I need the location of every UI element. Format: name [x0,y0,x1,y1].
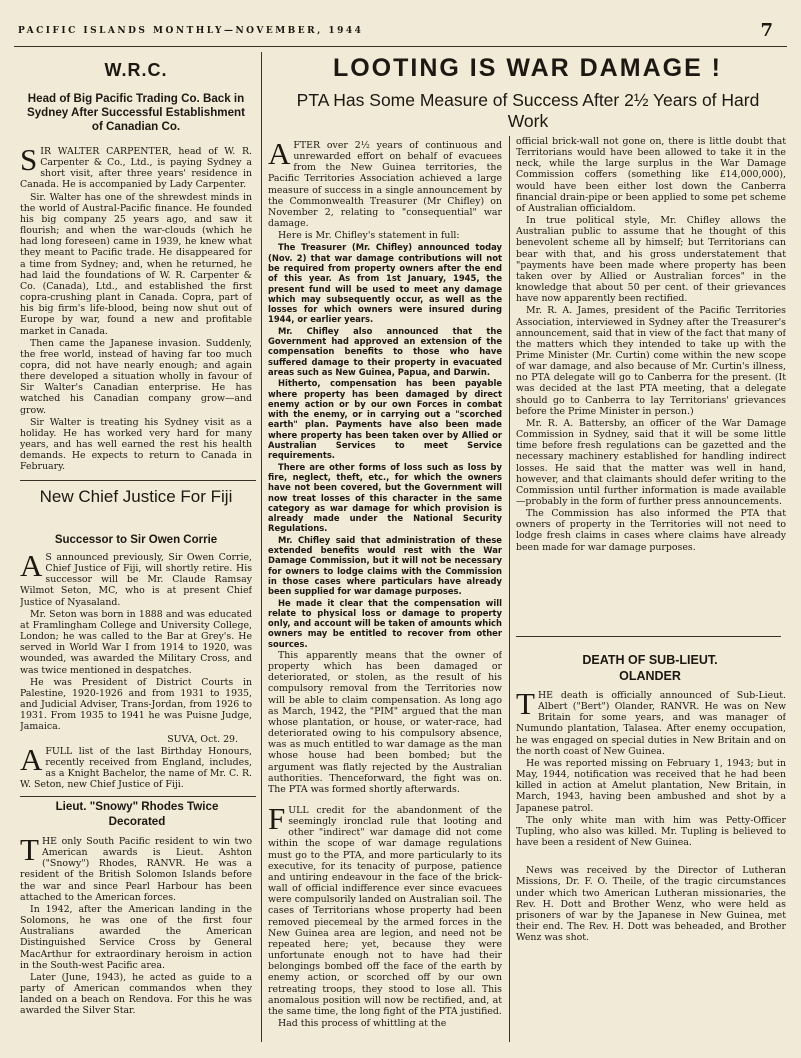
wrc-para-4: Sir Walter is treating his Sydney visit as a holiday. He has worked very hard for many years, and has well earned the rest his health demands. He expects to return to Canada in February. [20,416,252,472]
rhodes-para-1: HE only South Pacific resident to win two American awards is Lieut. Ashton ("Snowy") Rhodes, RANVR. He was a resident of the British Solomon Islands before the war and since Pearl Harbour has been attached to the American forces. [20,836,252,903]
rhodes-dropcap: T [20,836,39,867]
looting-col2-para-2: In true political style, Mr. Chifley allows the Australian public to assume that he thought of this benevolent scheme all by himself; but Territorians can bear with that, and his gross understatement that "payments have been made where property has been taken over by Allied or Australian forces" in the knowledge that about 50 per cent. of their grievances have now apparently been rectified. [516,215,786,305]
column-rule-right [509,136,510,1042]
fiji-dropcap-2: A [20,741,43,777]
fiji-headline: New Chief Justice For Fiji [39,487,233,506]
statement-para-1: The Treasurer (Mr. Chifley) announced today (Nov. 2) that war damage contributions will not be required from property owners after the end of this year. As from 1st January, 1945, the present fund will be used to meet any damage which may subsequently occur, as well as the losses for which owners were insured during 1944, or earlier years. [268,242,502,325]
wrc-para-2: Sir. Walter has one of the shrewdest minds in the world of Austral-Pacific finance. He founded his big company 25 years ago, and saw it flourish; and when the war-clouds (which he had long foreseen) came in 1939, he knew what they meant to Pacific trade. He disappeared for a time from Sydney; and, when he returned, he had laid the foundations of W. R. Carpenter & Co. (Canada), Ltd., and established the first copra-crushing plant in Canada. Copra, part of his big firm's life-blood, being now shut out of Europe by war, found a new and profitable market in Canada. [20,191,252,337]
statement-para-2: Mr. Chifley also announced that the Government had approved an extension of the compensation benefits to those who have suffered damage to their property in evacuated areas such as New Guinea, Papua, and Darwin. [268,325,502,377]
page-number: 7 [760,20,773,41]
olander-spacer [516,849,786,865]
rhodes-para-3: Later (June, 1943), he acted as guide to a party of American commandos when they landed on a beach on Rendova. For this he was awarded the Silver Star. [20,971,252,1017]
fiji-para-3: He was President of District Courts in Palestine, 1920-1926 and from 1931 to 1935, and Judicial Adviser, Trans-Jordan, from 1926 to 1931. From 1935 to 1941 he was Puisne Judge, Jamaica. [20,676,252,733]
wrc-end-rule [20,480,256,481]
looting-dropcap: A [268,140,291,171]
looting-end-rule [516,636,781,637]
statement-para-6: He made it clear that the compensation will relate to physical loss or damage to property only, and account will be taken of amounts which owners may be entitled to recover from other sources. [268,597,502,649]
olander-article [516,690,786,1042]
olander-para-2: He was reported missing on February 1, 1943; but in May, 1944, notification was received that he had been killed in action at Amelut plantation, New Britain, in March, 1943, having been ambushed and shot by a Japanese patrol. [516,757,786,814]
lutheran-item: News was received by the Director of Lutheran Missions, Dr. F. O. Theile, of the tragic circumstances under which two American Lutheran missionaries, the Rev. H. Dott and Brother Wenz, who were held as prisoners of war by the Japanese in New Guinea, met their end. The Rev. H. Dott was beheaded, and Brother Wenz was shot. [516,865,786,944]
looting-credit: ULL credit for the abandonment of the seemingly ironclad rule that looting and other "indirect" war damage did not come within the scope of war damage regulations must go to the PTA, and more particularly to its executive, for its tenacity of purpose, patience and untiring endeavour in the face of the brick-wall of official indifference ever since evacuees were compulsorily landed on Australian soil. The cases of Territorians whose property had been removed piecemeal by the armed forces in the New Guinea area are legion, and need not be repeated here; yet, because they were unfortunate enough not to have had their belongings bombed off the face of the earth by enemy action, or scorched off by our own retreating troops, they stood to lose all. This anomalous position will now be rectified, and, at the same time, the long fight of the PTA justified. [268,805,502,1017]
wrc-para-3: Then came the Japanese invasion. Suddenly, the free world, instead of having far too much copra, did not have nearly enough; and again there developed a situation wholly in favour of Sir Walter's Canadian enterprise. He has watched his Canadian company grow—and grow. [20,337,252,416]
fiji-dateline: SUVA, Oct. 29. [167,733,238,745]
looting-col2-para-4: Mr. R. A. Battersby, an officer of the War Damage Commission in Sydney, said that it will be some little time before fresh regulations can be gazetted and the necessary machinery established for handling indirect losses. He said that the matter was well in hand, however, and that claimants should defer writing to the Commission until further information is made available—probably in the form of further press announcements. [516,417,786,507]
looting-subhead: PTA Has Some Measure of Success After 2½ Years of Hard Work [296,90,760,131]
running-head [18,20,773,42]
rhodes-headline: Lieut. "Snowy" Rhodes Twice Decorated [55,800,219,828]
fiji-subhead: Successor to Sir Owen Corrie [54,534,218,546]
olander-para-1: HE death is officially announced of Sub-Lieut. Albert ("Bert") Olander, RANVR. He was on New Britain for some years, and was manager of Numundo plantation, Talasea. After enemy occupation, he was engaged on special duties in New Britain and on the north coast of New Guinea. [516,690,786,757]
wrc-dropcap: S [20,146,38,177]
wrc-headline: Head of Big Pacific Trading Co. Back in Sydney After Successful Establishment of Canadian Co. [27,92,245,133]
looting-col2-para-3: Mr. R. A. James, president of the Pacific Territories Association, interviewed in Sydney after the Treasurer's announcement, said that in view of the fact that many of the matters which they intended to take up with the Prime Minister (Mr. Curtin) come within the new scope of war damage, and also because of Mr. Curtin's illness, no PTA delegate will go to Canberra for the present. (It was decided at the last PTA meeting, that a delegate should go to Canberra to lay Territorians' grievances before the Prime Minister in person.) [516,305,786,417]
statement-para-3: Hitherto, compensation has been payable where property has been damaged by direct enemy action or by our own Forces in combat with the enemy, or in carrying out a "scorched earth" plan. Payments have also been made where property has been taken over by Allied or Australian Services to meet Service requirements. [268,378,502,461]
wrc-article [20,146,252,472]
olander-dropcap: T [516,690,535,721]
looting-column-1 [268,140,502,1042]
statement-para-4: There are other forms of loss such as loss by fire, neglect, theft, etc., for which the owners have not been covered, but the Government will now treat losses of this character in the same category as war damage for which provision is already made under the National Security Regulations. [268,461,502,534]
olander-headline: DEATH OF SUB-LIEUT. OLANDER [582,653,718,683]
fiji-para-1: S announced previously, Sir Owen Corrie, Chief Justice of Fiji, will shortly retire. His successor will be Mr. Claude Ramsay Wilmot Seton, MC, who is at present Chief Justice of Nyasaland. [20,552,252,608]
fiji-article [20,552,252,790]
fiji-end-rule [20,796,256,797]
looting-column-2 [516,136,786,626]
wrc-kicker: W.R.C. [104,60,168,80]
looting-headline: LOOTING IS WAR DAMAGE ! [332,54,723,82]
looting-lead: FTER over 2½ years of continuous and unrewarded effort on behalf of evacuees from the New Guinea territories, the Pacific Territories Association achieved a large measure of success in a single announcement by the Commonwealth Treasurer (Mr Chifley) on November 2, relating to "consequential" war damage. [268,140,502,230]
rhodes-article [20,836,252,1042]
running-head-title: PACIFIC ISLANDS MONTHLY—NOVEMBER, 1944 [18,26,364,36]
looting-analysis: This apparently means that the owner of property which has been damaged or deteriorated, or stolen, as the result of his compulsory removal from the Territories now will be able to claim compensation. As long ago as March, 1942, the "PIM" argued that the man whose plantation, or house, or water-race, had deteriorated owing to his compulsory absence, was as much entitled to war damage as the man whose house had been bombed; but the argument was flatly rejected by the Australian authorities. Thenceforward, the fight was on. The PTA was formed shortly afterwards. [268,649,502,795]
fiji-para-2: Mr. Seton was born in 1888 and was educated at Framlingham College and University College, London; he was called to the Bar at Grey's. He served in World War I from 1914 to 1920, was wounded, was awarded the Military Cross, and was twice mentioned in despatches. [20,608,252,676]
olander-para-3: The only white man with him was Petty-Officer Tupling, who also was killed. Mr. Tupling is believed to have been a resident of New Guinea. [516,814,786,849]
looting-col2-para-1: official brick-wall not gone on, there is little doubt that Territorians would have been allowed to take it in the neck, while the large surplus in the War Damage Commission coffers (something like £14,000,000), would have been either lost down the Canberra financial drain-pipe or been applied to some pet scheme of Australian officialdom. [516,136,786,214]
rhodes-para-2: In 1942, after the American landing in the Solomons, he was one of the first four Australians awarded the American Distinguished Service Cross by General MacArthur for extraordinary heroism in action in the South-west Pacific area. [20,903,252,971]
looting-col2-para-5: The Commission has also informed the PTA that owners of property in the Territories will not need to lodge fresh claims in cases where claims have already been made for war damage purposes. [516,508,786,553]
fiji-dropcap: A [20,552,43,583]
looting-intro: Here is Mr. Chifley's statement in full: [278,230,460,242]
masthead-rule [14,46,787,47]
looting-dropcap-2: F [268,801,286,837]
wrc-para-1: IR WALTER CARPENTER, head of W. R. Carpenter & Co., Ltd., is paying Sydney a short visit, after three years' residence in Canada. He is accompanied by Lady Carpenter. [20,146,252,191]
column-rule-left [261,52,262,1042]
looting-tail: Had this process of whittling at the [278,1017,447,1029]
statement-para-5: Mr. Chifley said that administration of these extended benefits would rest with the War Damage Commission, but it will not be necessary for owners to lodge claims with the Commission in those cases where particulars have already been supplied for war damage purposes. [268,534,502,597]
fiji-para-4: FULL list of the last Birthday Honours, recently received from England, includes, as a Knight Bachelor, the name of Mr. C. R. W. Seton, new Chief Justice of Fiji. [20,745,252,790]
